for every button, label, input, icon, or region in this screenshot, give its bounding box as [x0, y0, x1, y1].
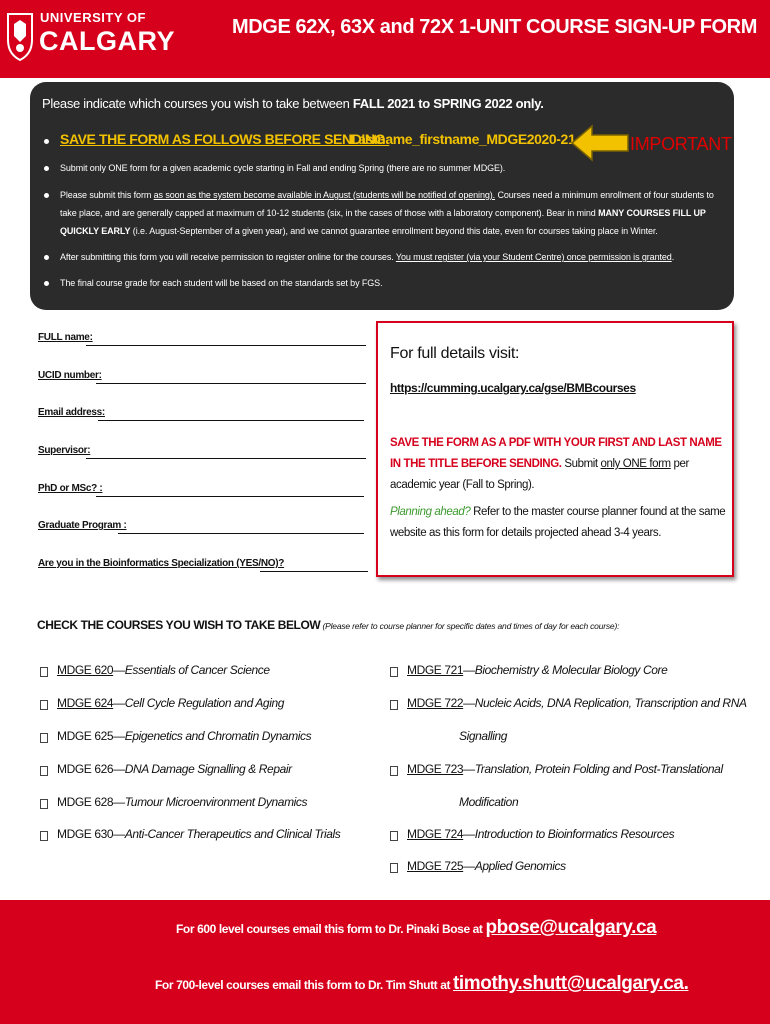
- course-mdge-722: MDGE 722—Nucleic Acids, DNA Replication, Transcription and RNA: [407, 696, 747, 710]
- intro-text: Please indicate which courses you wish to take between FALL 2021 to SPRING 2022 only.: [42, 96, 544, 111]
- checkbox-mdge-722[interactable]: [390, 700, 398, 710]
- checkbox-mdge-625[interactable]: [40, 733, 48, 743]
- planning-note: Planning ahead? Refer to the master course planner found at the same website as this form for details projected ahead 3-4 years.: [390, 506, 726, 539]
- full-name-input[interactable]: [86, 345, 366, 346]
- save-instruction-label: SAVE THE FORM AS FOLLOWS BEFORE SENDING:: [60, 131, 390, 147]
- bioinformatics-input[interactable]: [260, 571, 368, 572]
- bullet-dot: [44, 166, 49, 171]
- course-mdge-626: MDGE 626—DNA Damage Signalling & Repair: [57, 762, 292, 776]
- field-full-name: FULL name:: [38, 332, 93, 343]
- footer-700-contact: For 700-level courses email this form to Dr. Tim Shutt at timothy.shutt@ucalgary.ca.: [155, 973, 689, 994]
- checkbox-mdge-626[interactable]: [40, 766, 48, 776]
- checkbox-mdge-723[interactable]: [390, 766, 398, 776]
- field-degree: PhD or MSc? :: [38, 483, 103, 494]
- course-mdge-624: MDGE 624—Cell Cycle Regulation and Aging: [57, 696, 285, 710]
- crest-icon: [6, 10, 34, 62]
- course-mdge-724: MDGE 724—Introduction to Bioinformatics Resources: [407, 827, 675, 841]
- form-title: MDGE 62X, 63X and 72X 1-UNIT COURSE SIGN-UP FORM: [232, 16, 757, 38]
- bullet-register: After submitting this form you will receive permission to register online for the courses. You must register (via your Student Centre) once permission is granted.: [60, 252, 675, 262]
- bullet-grade: The final course grade for each student will be based on the standards set by FGS.: [60, 278, 383, 288]
- checkbox-mdge-620[interactable]: [40, 667, 48, 677]
- bullet-dot: [44, 281, 49, 286]
- details-link[interactable]: https://cumming.ucalgary.ca/gse/BMBcourses: [390, 381, 636, 395]
- university-logo: [6, 8, 175, 70]
- checkbox-mdge-624[interactable]: [40, 700, 48, 710]
- ucid-input[interactable]: [96, 383, 366, 384]
- bullet-dot: [44, 139, 49, 144]
- checkbox-mdge-630[interactable]: [40, 831, 48, 841]
- degree-input[interactable]: [96, 496, 364, 497]
- email-link-tshutt[interactable]: timothy.shutt@ucalgary.ca: [453, 973, 684, 994]
- details-heading: For full details visit:: [390, 345, 520, 362]
- save-filename-format: Lastname_firstname_MDGE2020-21: [350, 131, 576, 147]
- checkbox-mdge-724[interactable]: [390, 831, 398, 841]
- email-link-pbose[interactable]: pbose@ucalgary.ca: [485, 917, 657, 938]
- instructions-panel: [30, 82, 734, 310]
- course-mdge-722-continued: Signalling: [459, 729, 508, 743]
- important-label: IMPORTANT: [630, 134, 732, 154]
- course-mdge-723-continued: Modification: [459, 795, 519, 809]
- supervisor-input[interactable]: [86, 458, 366, 459]
- save-pdf-note: SAVE THE FORM AS A PDF WITH YOUR FIRST AND LAST NAME IN THE TITLE BEFORE SENDING. Submit only ONE form per academic year (Fall to Spring).: [390, 437, 722, 491]
- logo-text-calgary: CALGARY: [39, 26, 175, 56]
- bullet-dot: [44, 255, 49, 260]
- course-mdge-620: MDGE 620—Essentials of Cancer Science: [57, 663, 270, 677]
- footer-600-contact: For 600 level courses email this form to Dr. Pinaki Bose at pbose@ucalgary.ca: [176, 917, 657, 938]
- field-graduate-program: Graduate Program :: [38, 520, 127, 531]
- footer-banner: [0, 900, 770, 1024]
- checkbox-mdge-725[interactable]: [390, 863, 398, 873]
- course-mdge-723: MDGE 723—Translation, Protein Folding and Post-Translational: [407, 762, 723, 776]
- checkbox-mdge-628[interactable]: [40, 799, 48, 809]
- course-mdge-721: MDGE 721—Biochemistry & Molecular Biology Core: [407, 663, 668, 677]
- course-mdge-625: MDGE 625—Epigenetics and Chromatin Dynamics: [57, 729, 312, 743]
- header-banner: [0, 0, 770, 78]
- course-mdge-725: MDGE 725—Applied Genomics: [407, 859, 566, 873]
- field-bioinformatics: Are you in the Bioinformatics Specialization (YES/NO)?: [38, 558, 285, 569]
- details-box: [376, 321, 734, 577]
- field-ucid: UCID number:: [38, 370, 102, 381]
- course-mdge-628: MDGE 628—Tumour Microenvironment Dynamics: [57, 795, 308, 809]
- course-mdge-630: MDGE 630—Anti-Cancer Therapeutics and Clinical Trials: [57, 827, 341, 841]
- field-supervisor: Supervisor:: [38, 445, 91, 456]
- field-email: Email address:: [38, 407, 105, 418]
- bullet-submit-asap: Please submit this form as soon as the system become available in August (students will be notified of opening). Courses need a minimum enrollment of four students to take place, and are generally capped at maximum of 10-12 students (six, in the cases of those with a laboratory component). Bear in mind MANY COURSES FILL UP QUICKLY EARLY (i.e. August-September of a given year), and we cannot guarantee enrollment beyond this date, even for courses taking place in Winter.: [60, 190, 714, 236]
- logo-text-university: UNIVERSITY OF: [40, 10, 146, 25]
- bullet-dot: [44, 193, 49, 198]
- bullet-one-form: Submit only ONE form for a given academic cycle starting in Fall and ending Spring (there are no summer MDGE).: [60, 163, 506, 173]
- graduate-program-input[interactable]: [118, 533, 364, 534]
- email-input[interactable]: [98, 420, 364, 421]
- course-checklist-heading: CHECK THE COURSES YOU WISH TO TAKE BELOW (Please refer to course planner for specific dates and times of day for each course):: [37, 618, 620, 632]
- checkbox-mdge-721[interactable]: [390, 667, 398, 677]
